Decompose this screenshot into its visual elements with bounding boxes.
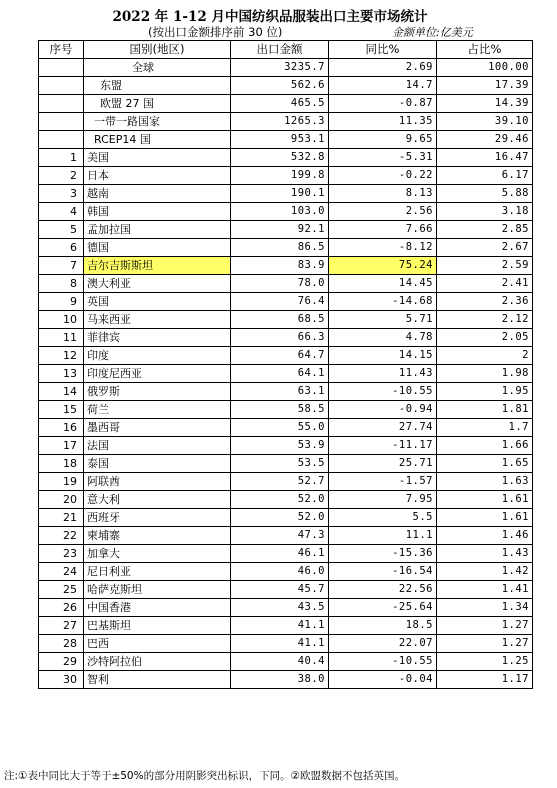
share-cell: 1.81: [437, 401, 533, 419]
yoy-cell: 9.65: [329, 131, 437, 149]
share-cell: 1.43: [437, 545, 533, 563]
region-cell: 欧盟 27 国: [84, 95, 231, 113]
table-row: [39, 311, 533, 329]
table-row: [39, 437, 533, 455]
region-cell: 俄罗斯: [84, 383, 231, 401]
amount-cell: 199.8: [231, 167, 329, 185]
document-subtitle: (按出口金额排序前 30 位): [148, 25, 283, 39]
table-row: [39, 383, 533, 401]
yoy-cell: 2.69: [329, 59, 437, 77]
footnote: 注:①表中同比大于等于±50%的部分用阴影突出标识，下同。②欧盟数据不包括英国。: [4, 770, 405, 782]
yoy-cell: 7.66: [329, 221, 437, 239]
index-cell: 21: [39, 509, 84, 527]
amount-cell: 47.3: [231, 527, 329, 545]
yoy-cell: -25.64: [329, 599, 437, 617]
region-cell: 巴基斯坦: [84, 617, 231, 635]
table-row: [39, 275, 533, 293]
index-cell: 26: [39, 599, 84, 617]
index-cell: [39, 113, 84, 131]
index-cell: 24: [39, 563, 84, 581]
table-row: [39, 635, 533, 653]
region-cell: 印度尼西亚: [84, 365, 231, 383]
region-cell: 阿联酋: [84, 473, 231, 491]
index-cell: 4: [39, 203, 84, 221]
share-cell: 2.36: [437, 293, 533, 311]
yoy-cell: -14.68: [329, 293, 437, 311]
yoy-cell: 22.07: [329, 635, 437, 653]
share-cell: 1.17: [437, 671, 533, 689]
amount-cell: 465.5: [231, 95, 329, 113]
amount-cell: 52.0: [231, 509, 329, 527]
table-row: [39, 149, 533, 167]
index-cell: 8: [39, 275, 84, 293]
share-cell: 1.41: [437, 581, 533, 599]
share-cell: 1.46: [437, 527, 533, 545]
index-cell: [39, 131, 84, 149]
yoy-cell: -15.36: [329, 545, 437, 563]
index-cell: 17: [39, 437, 84, 455]
summary-row: [39, 113, 533, 131]
amount-cell: 53.5: [231, 455, 329, 473]
table-row: [39, 239, 533, 257]
region-cell: 墨西哥: [84, 419, 231, 437]
index-cell: [39, 77, 84, 95]
amount-cell: 58.5: [231, 401, 329, 419]
amount-cell: 63.1: [231, 383, 329, 401]
index-cell: 7: [39, 257, 84, 275]
header-index: 序号: [39, 41, 84, 59]
index-cell: 22: [39, 527, 84, 545]
amount-cell: 103.0: [231, 203, 329, 221]
yoy-cell: 11.43: [329, 365, 437, 383]
share-cell: 100.00: [437, 59, 533, 77]
yoy-cell: -1.57: [329, 473, 437, 491]
yoy-cell: -0.22: [329, 167, 437, 185]
yoy-cell: -0.87: [329, 95, 437, 113]
table-row: [39, 221, 533, 239]
export-markets-table: [38, 40, 533, 689]
amount-cell: 190.1: [231, 185, 329, 203]
header-yoy: 同比%: [329, 41, 437, 59]
table-row: [39, 257, 533, 275]
share-cell: 1.61: [437, 491, 533, 509]
summary-row: [39, 59, 533, 77]
yoy-cell: 8.13: [329, 185, 437, 203]
yoy-cell: 14.7: [329, 77, 437, 95]
region-cell: 吉尔吉斯斯坦: [84, 257, 231, 275]
table-row: [39, 509, 533, 527]
index-cell: [39, 95, 84, 113]
region-cell: 巴西: [84, 635, 231, 653]
table-row: [39, 329, 533, 347]
index-cell: 12: [39, 347, 84, 365]
index-cell: 20: [39, 491, 84, 509]
yoy-cell: 2.56: [329, 203, 437, 221]
share-cell: 1.27: [437, 635, 533, 653]
document-title: 2022 年 1-12 月中国纺织品服装出口主要市场统计: [112, 9, 428, 25]
share-cell: 1.98: [437, 365, 533, 383]
table-row: [39, 563, 533, 581]
index-cell: 9: [39, 293, 84, 311]
table-row: [39, 473, 533, 491]
share-cell: 2: [437, 347, 533, 365]
yoy-cell: 18.5: [329, 617, 437, 635]
table-row: [39, 401, 533, 419]
share-cell: 2.59: [437, 257, 533, 275]
index-cell: 5: [39, 221, 84, 239]
share-cell: 1.63: [437, 473, 533, 491]
index-cell: 10: [39, 311, 84, 329]
amount-cell: 68.5: [231, 311, 329, 329]
index-cell: 29: [39, 653, 84, 671]
yoy-cell: 25.71: [329, 455, 437, 473]
yoy-cell: -0.04: [329, 671, 437, 689]
yoy-cell: -16.54: [329, 563, 437, 581]
table-row: [39, 545, 533, 563]
share-cell: 1.34: [437, 599, 533, 617]
index-cell: 27: [39, 617, 84, 635]
amount-cell: 83.9: [231, 257, 329, 275]
yoy-cell: 7.95: [329, 491, 437, 509]
yoy-cell: 11.1: [329, 527, 437, 545]
yoy-cell: -10.55: [329, 653, 437, 671]
yoy-cell: 14.15: [329, 347, 437, 365]
table-row: [39, 527, 533, 545]
index-cell: 23: [39, 545, 84, 563]
amount-cell: 40.4: [231, 653, 329, 671]
region-cell: 智利: [84, 671, 231, 689]
amount-cell: 46.1: [231, 545, 329, 563]
header-amount: 出口金额: [231, 41, 329, 59]
region-cell: 孟加拉国: [84, 221, 231, 239]
share-cell: 2.41: [437, 275, 533, 293]
amount-cell: 53.9: [231, 437, 329, 455]
share-cell: 1.42: [437, 563, 533, 581]
region-cell: 西班牙: [84, 509, 231, 527]
amount-cell: 3235.7: [231, 59, 329, 77]
region-cell: 美国: [84, 149, 231, 167]
unit-label: 金额单位:亿美元: [392, 26, 473, 39]
share-cell: 14.39: [437, 95, 533, 113]
amount-cell: 41.1: [231, 617, 329, 635]
table-row: [39, 185, 533, 203]
index-cell: 15: [39, 401, 84, 419]
table-row: [39, 419, 533, 437]
region-cell: 马来西亚: [84, 311, 231, 329]
amount-cell: 52.0: [231, 491, 329, 509]
share-cell: 17.39: [437, 77, 533, 95]
yoy-cell: 11.35: [329, 113, 437, 131]
amount-cell: 953.1: [231, 131, 329, 149]
index-cell: 19: [39, 473, 84, 491]
region-cell: 一带一路国家: [84, 113, 231, 131]
table-row: [39, 581, 533, 599]
table-row: [39, 347, 533, 365]
region-cell: 韩国: [84, 203, 231, 221]
summary-row: [39, 131, 533, 149]
summary-row: [39, 77, 533, 95]
share-cell: 2.05: [437, 329, 533, 347]
share-cell: 1.25: [437, 653, 533, 671]
table-row: [39, 653, 533, 671]
table-row: [39, 455, 533, 473]
amount-cell: 46.0: [231, 563, 329, 581]
yoy-cell: 5.5: [329, 509, 437, 527]
amount-cell: 38.0: [231, 671, 329, 689]
amount-cell: 532.8: [231, 149, 329, 167]
yoy-cell: -10.55: [329, 383, 437, 401]
share-cell: 1.61: [437, 509, 533, 527]
yoy-cell: 22.56: [329, 581, 437, 599]
yoy-cell: -0.94: [329, 401, 437, 419]
region-cell: 印度: [84, 347, 231, 365]
table-body: [39, 59, 533, 689]
amount-cell: 66.3: [231, 329, 329, 347]
index-cell: 14: [39, 383, 84, 401]
region-cell: 东盟: [84, 77, 231, 95]
index-cell: 25: [39, 581, 84, 599]
table-header-row: [39, 41, 533, 59]
region-cell: 荷兰: [84, 401, 231, 419]
index-cell: 6: [39, 239, 84, 257]
share-cell: 16.47: [437, 149, 533, 167]
index-cell: 11: [39, 329, 84, 347]
share-cell: 6.17: [437, 167, 533, 185]
table-row: [39, 203, 533, 221]
share-cell: 5.88: [437, 185, 533, 203]
region-cell: 尼日利亚: [84, 563, 231, 581]
index-cell: 1: [39, 149, 84, 167]
share-cell: 1.65: [437, 455, 533, 473]
region-cell: 日本: [84, 167, 231, 185]
index-cell: [39, 59, 84, 77]
yoy-cell: 4.78: [329, 329, 437, 347]
region-cell: 泰国: [84, 455, 231, 473]
amount-cell: 562.6: [231, 77, 329, 95]
yoy-cell: 75.24: [329, 257, 437, 275]
table-row: [39, 671, 533, 689]
region-cell: 沙特阿拉伯: [84, 653, 231, 671]
share-cell: 1.66: [437, 437, 533, 455]
table-row: [39, 293, 533, 311]
share-cell: 2.85: [437, 221, 533, 239]
amount-cell: 1265.3: [231, 113, 329, 131]
region-cell: 菲律宾: [84, 329, 231, 347]
region-cell: 法国: [84, 437, 231, 455]
region-cell: 哈萨克斯坦: [84, 581, 231, 599]
index-cell: 13: [39, 365, 84, 383]
table-row: [39, 491, 533, 509]
yoy-cell: -11.17: [329, 437, 437, 455]
index-cell: 30: [39, 671, 84, 689]
region-cell: RCEP14 国: [84, 131, 231, 149]
amount-cell: 86.5: [231, 239, 329, 257]
share-cell: 29.46: [437, 131, 533, 149]
yoy-cell: 14.45: [329, 275, 437, 293]
index-cell: 2: [39, 167, 84, 185]
yoy-cell: 27.74: [329, 419, 437, 437]
region-cell: 中国香港: [84, 599, 231, 617]
region-cell: 越南: [84, 185, 231, 203]
table-row: [39, 599, 533, 617]
share-cell: 2.12: [437, 311, 533, 329]
share-cell: 1.95: [437, 383, 533, 401]
amount-cell: 55.0: [231, 419, 329, 437]
table-row: [39, 167, 533, 185]
yoy-cell: -5.31: [329, 149, 437, 167]
region-cell: 澳大利亚: [84, 275, 231, 293]
table-row: [39, 617, 533, 635]
region-cell: 全球: [84, 59, 231, 77]
share-cell: 2.67: [437, 239, 533, 257]
share-cell: 1.7: [437, 419, 533, 437]
index-cell: 28: [39, 635, 84, 653]
region-cell: 德国: [84, 239, 231, 257]
amount-cell: 76.4: [231, 293, 329, 311]
amount-cell: 45.7: [231, 581, 329, 599]
amount-cell: 78.0: [231, 275, 329, 293]
summary-row: [39, 95, 533, 113]
amount-cell: 43.5: [231, 599, 329, 617]
yoy-cell: 5.71: [329, 311, 437, 329]
yoy-cell: -8.12: [329, 239, 437, 257]
table-row: [39, 365, 533, 383]
region-cell: 加拿大: [84, 545, 231, 563]
share-cell: 1.27: [437, 617, 533, 635]
amount-cell: 92.1: [231, 221, 329, 239]
share-cell: 3.18: [437, 203, 533, 221]
header-region: 国别(地区): [84, 41, 231, 59]
index-cell: 16: [39, 419, 84, 437]
amount-cell: 52.7: [231, 473, 329, 491]
region-cell: 柬埔寨: [84, 527, 231, 545]
region-cell: 意大利: [84, 491, 231, 509]
share-cell: 39.10: [437, 113, 533, 131]
header-share: 占比%: [437, 41, 533, 59]
index-cell: 18: [39, 455, 84, 473]
amount-cell: 64.1: [231, 365, 329, 383]
amount-cell: 64.7: [231, 347, 329, 365]
index-cell: 3: [39, 185, 84, 203]
region-cell: 英国: [84, 293, 231, 311]
amount-cell: 41.1: [231, 635, 329, 653]
